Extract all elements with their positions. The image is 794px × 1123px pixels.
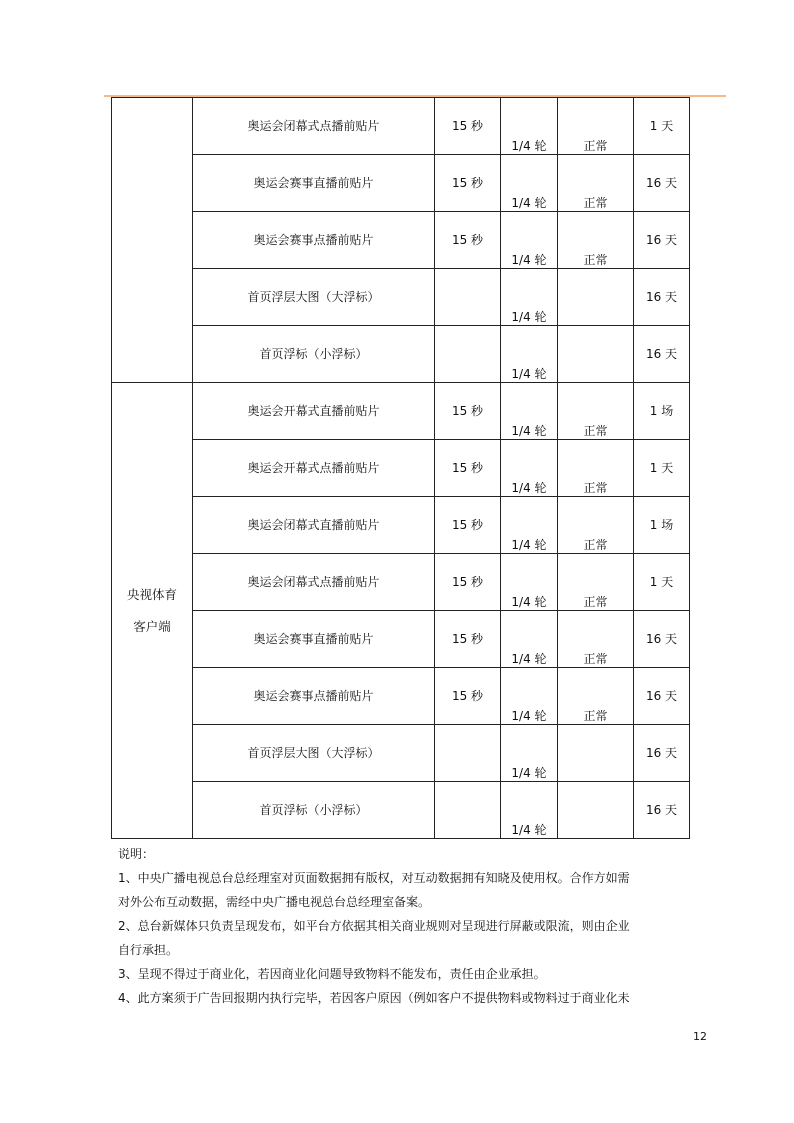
ad-name-cell xyxy=(193,611,435,668)
ad-name-cell-text: 奥运会闭幕式点播前贴片 xyxy=(247,575,380,589)
days-cell xyxy=(634,383,690,440)
status-cell-text: 正常 xyxy=(583,253,608,267)
table-row xyxy=(112,725,690,782)
table-row xyxy=(112,98,690,155)
table-row xyxy=(112,497,690,554)
days-cell xyxy=(634,668,690,725)
status-cell xyxy=(558,440,634,497)
ad-name-cell-text: 首页浮层大图（大浮标） xyxy=(247,290,380,304)
ad-name-cell xyxy=(193,326,435,383)
duration-cell xyxy=(435,668,501,725)
rotation-cell-text: 1/4 轮 xyxy=(511,310,547,324)
duration-cell-text: 15 秒 xyxy=(451,518,484,532)
table-row xyxy=(112,668,690,725)
status-cell xyxy=(558,155,634,212)
ad-name-cell xyxy=(193,440,435,497)
group-label-line: 客户端 xyxy=(133,618,171,634)
rotation-cell xyxy=(501,440,558,497)
ad-name-cell-text: 奥运会闭幕式点播前贴片 xyxy=(247,119,380,133)
days-cell xyxy=(634,782,690,839)
duration-cell-text: 15 秒 xyxy=(451,404,484,418)
rotation-cell xyxy=(501,212,558,269)
ad-name-cell xyxy=(193,383,435,440)
table-row xyxy=(112,326,690,383)
status-cell xyxy=(558,269,634,326)
table-row xyxy=(112,554,690,611)
duration-cell xyxy=(435,440,501,497)
status-cell xyxy=(558,725,634,782)
notes-line: 4、此方案须于广告回报期内执行完毕，若因客户原因（例如客户不提供物料或物料过于商业化未 xyxy=(118,991,630,1005)
ad-name-cell-text: 奥运会闭幕式直播前贴片 xyxy=(247,518,380,532)
rotation-cell-text: 1/4 轮 xyxy=(511,766,547,780)
notes-line: 3、呈现不得过于商业化，若因商业化问题导致物料不能发布，责任由企业承担。 xyxy=(118,967,546,981)
page-number: 12 xyxy=(693,1030,707,1043)
status-cell-text: 正常 xyxy=(583,196,608,210)
ad-schedule-table xyxy=(111,97,690,839)
days-cell-text: 16 天 xyxy=(645,233,678,247)
days-cell-text: 16 天 xyxy=(645,347,678,361)
duration-cell-text: 15 秒 xyxy=(451,461,484,475)
ad-name-cell-text: 奥运会赛事点播前贴片 xyxy=(253,233,374,247)
rotation-cell-text: 1/4 轮 xyxy=(511,538,547,552)
days-cell-text: 16 天 xyxy=(645,176,678,190)
rotation-cell-text: 1/4 轮 xyxy=(511,253,547,267)
rotation-cell xyxy=(501,383,558,440)
rotation-cell xyxy=(501,554,558,611)
rotation-cell-text: 1/4 轮 xyxy=(511,196,547,210)
status-cell xyxy=(558,326,634,383)
table-row xyxy=(112,212,690,269)
notes-line: 1、中央广播电视总台总经理室对页面数据拥有版权，对互动数据拥有知晓及使用权。合作方如需 xyxy=(118,871,630,885)
rotation-cell xyxy=(501,497,558,554)
days-cell-text: 1 天 xyxy=(649,575,674,589)
rotation-cell-text: 1/4 轮 xyxy=(511,652,547,666)
ad-name-cell xyxy=(193,782,435,839)
days-cell-text: 16 天 xyxy=(645,290,678,304)
ad-name-cell xyxy=(193,212,435,269)
group-label-cell xyxy=(112,98,193,383)
duration-cell-text: 15 秒 xyxy=(451,176,484,190)
duration-cell-text: 15 秒 xyxy=(451,575,484,589)
rotation-cell-text: 1/4 轮 xyxy=(511,823,547,837)
days-cell xyxy=(634,440,690,497)
days-cell xyxy=(634,497,690,554)
notes-heading: 说明： xyxy=(118,847,155,861)
duration-cell xyxy=(435,611,501,668)
days-cell-text: 16 天 xyxy=(645,632,678,646)
notes-line: 2、总台新媒体只负责呈现发布，如平台方依据其相关商业规则对呈现进行屏蔽或限流，则由企业 xyxy=(118,919,630,933)
days-cell xyxy=(634,269,690,326)
rotation-cell xyxy=(501,269,558,326)
duration-cell xyxy=(435,269,501,326)
table-row xyxy=(112,782,690,839)
status-cell-text: 正常 xyxy=(583,652,608,666)
days-cell-text: 1 场 xyxy=(649,404,674,418)
status-cell-text: 正常 xyxy=(583,139,608,153)
duration-cell xyxy=(435,212,501,269)
ad-name-cell xyxy=(193,554,435,611)
status-cell xyxy=(558,497,634,554)
ad-name-cell xyxy=(193,497,435,554)
rotation-cell-text: 1/4 轮 xyxy=(511,481,547,495)
days-cell xyxy=(634,725,690,782)
rotation-cell-text: 1/4 轮 xyxy=(511,709,547,723)
days-cell xyxy=(634,326,690,383)
rotation-cell xyxy=(501,326,558,383)
ad-name-cell xyxy=(193,668,435,725)
duration-cell xyxy=(435,326,501,383)
table-row xyxy=(112,611,690,668)
status-cell xyxy=(558,611,634,668)
days-cell-text: 16 天 xyxy=(645,746,678,760)
days-cell-text: 16 天 xyxy=(645,803,678,817)
days-cell xyxy=(634,155,690,212)
days-cell-text: 16 天 xyxy=(645,689,678,703)
days-cell xyxy=(634,611,690,668)
status-cell-text: 正常 xyxy=(583,595,608,609)
ad-name-cell xyxy=(193,725,435,782)
duration-cell xyxy=(435,98,501,155)
duration-cell-text: 15 秒 xyxy=(451,119,484,133)
duration-cell xyxy=(435,383,501,440)
notes-line: 对外公布互动数据，需经中央广播电视总台总经理室备案。 xyxy=(118,895,431,909)
days-cell-text: 1 场 xyxy=(649,518,674,532)
duration-cell xyxy=(435,782,501,839)
duration-cell-text: 15 秒 xyxy=(451,632,484,646)
ad-name-cell-text: 首页浮层大图（大浮标） xyxy=(247,746,380,760)
status-cell xyxy=(558,98,634,155)
ad-name-cell-text: 奥运会赛事直播前贴片 xyxy=(253,632,374,646)
rotation-cell-text: 1/4 轮 xyxy=(511,139,547,153)
ad-name-cell-text: 奥运会赛事点播前贴片 xyxy=(253,689,374,703)
duration-cell xyxy=(435,725,501,782)
duration-cell-text: 15 秒 xyxy=(451,689,484,703)
table-row xyxy=(112,269,690,326)
status-cell xyxy=(558,212,634,269)
days-cell xyxy=(634,212,690,269)
ad-name-cell xyxy=(193,155,435,212)
duration-cell xyxy=(435,497,501,554)
rotation-cell xyxy=(501,668,558,725)
duration-cell xyxy=(435,554,501,611)
rotation-cell-text: 1/4 轮 xyxy=(511,367,547,381)
ad-name-cell-text: 奥运会开幕式直播前贴片 xyxy=(247,404,380,418)
status-cell xyxy=(558,668,634,725)
notes-section xyxy=(118,842,693,1010)
rotation-cell-text: 1/4 轮 xyxy=(511,424,547,438)
rotation-cell xyxy=(501,782,558,839)
ad-name-cell-text: 首页浮标（小浮标） xyxy=(259,803,368,817)
status-cell-text: 正常 xyxy=(583,424,608,438)
duration-cell xyxy=(435,155,501,212)
ad-name-cell-text: 首页浮标（小浮标） xyxy=(259,347,368,361)
days-cell-text: 1 天 xyxy=(649,119,674,133)
rotation-cell xyxy=(501,725,558,782)
table-row xyxy=(112,155,690,212)
ad-name-cell-text: 奥运会开幕式点播前贴片 xyxy=(247,461,380,475)
status-cell xyxy=(558,782,634,839)
days-cell-text: 1 天 xyxy=(649,461,674,475)
table-row xyxy=(112,440,690,497)
days-cell xyxy=(634,554,690,611)
notes-line: 自行承担。 xyxy=(118,943,179,957)
group-label-line: 央视体育 xyxy=(126,586,177,602)
status-cell-text: 正常 xyxy=(583,481,608,495)
status-cell-text: 正常 xyxy=(583,709,608,723)
rotation-cell-text: 1/4 轮 xyxy=(511,595,547,609)
ad-name-cell xyxy=(193,98,435,155)
rotation-cell xyxy=(501,155,558,212)
table-row xyxy=(112,383,690,440)
duration-cell-text: 15 秒 xyxy=(451,233,484,247)
rotation-cell xyxy=(501,611,558,668)
days-cell xyxy=(634,98,690,155)
status-cell-text: 正常 xyxy=(583,538,608,552)
rotation-cell xyxy=(501,98,558,155)
ad-name-cell-text: 奥运会赛事直播前贴片 xyxy=(253,176,374,190)
ad-name-cell xyxy=(193,269,435,326)
group-label-cell xyxy=(112,383,193,839)
status-cell xyxy=(558,554,634,611)
status-cell xyxy=(558,383,634,440)
